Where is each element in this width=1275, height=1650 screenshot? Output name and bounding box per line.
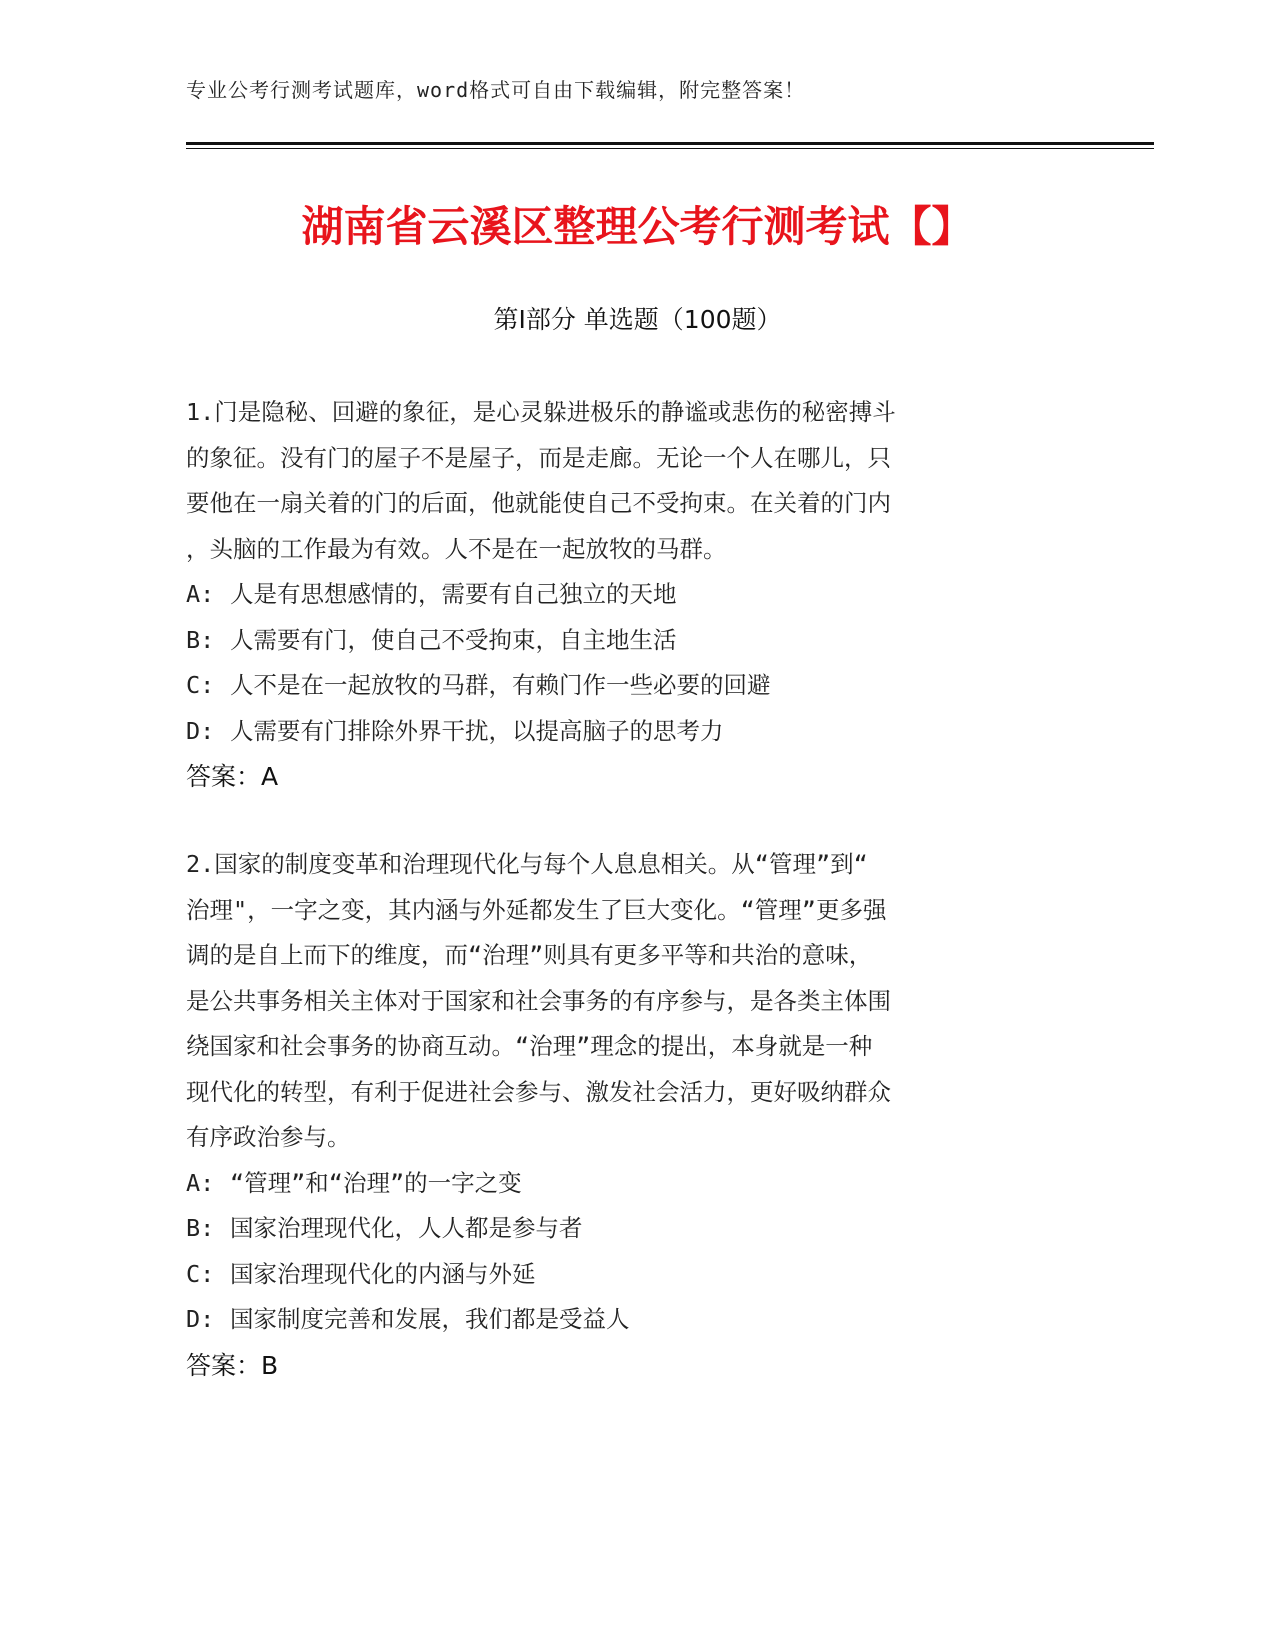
option-letter: C:	[186, 671, 215, 699]
option-letter: D:	[186, 716, 215, 745]
answer-line: 答案：A	[186, 762, 279, 791]
stem-line: 现代化的转型，有利于促进社会参与、激发社会活力，更好吸纳群众	[186, 1077, 891, 1106]
option-letter: B:	[186, 1214, 215, 1242]
question-stem	[186, 390, 1066, 572]
stem-line: 调的是自上而下的维度，而“治理”则具有更多平等和共治的意味，	[186, 941, 873, 969]
option-text: “管理”和“治理”的一字之变	[230, 1168, 522, 1197]
option-d	[186, 1297, 1066, 1343]
option-b	[186, 618, 1066, 664]
section-title: 第Ⅰ部分 单选题（100题）	[493, 305, 782, 334]
page-header-note: 专业公考行测考试题库，word格式可自由下载编辑，附完整答案！	[186, 78, 806, 102]
option-text: 人需要有门排除外界干扰，以提高脑子的思考力	[230, 716, 724, 745]
stem-line: 治理"，一字之变，其内涵与外延都发生了巨大变化。“管理”更多强	[186, 895, 887, 924]
option-letter: D:	[186, 1305, 215, 1333]
option-text: 国家制度完善和发展，我们都是受益人	[230, 1305, 630, 1333]
option-b	[186, 1206, 1066, 1252]
option-letter: B:	[186, 625, 215, 654]
stem-line: 是公共事务相关主体对于国家和社会事务的有序参与，是各类主体围	[186, 986, 891, 1015]
stem-line: 1.门是隐秘、回避的象征，是心灵躲进极乐的静谧或悲伤的秘密搏斗	[186, 398, 896, 426]
option-text: 人需要有门，使自己不受拘束，自主地生活	[230, 625, 677, 654]
question-2	[186, 842, 1066, 1388]
option-text: 国家治理现代化，人人都是参与者	[230, 1214, 583, 1242]
document-title: 湖南省云溪区整理公考行测考试【】	[301, 202, 974, 251]
stem-line: ，头脑的工作最为有效。人不是在一起放牧的马群。	[186, 534, 727, 563]
option-c	[186, 663, 1066, 709]
option-letter: C:	[186, 1259, 215, 1288]
question-1	[186, 390, 1066, 800]
option-letter: A:	[186, 1168, 215, 1197]
option-a	[186, 572, 1066, 618]
stem-line: 的象征。没有门的屋子不是屋子，而是走廊。无论一个人在哪儿，只	[186, 443, 891, 472]
header-rule-thick	[186, 142, 1154, 145]
option-text: 国家治理现代化的内涵与外延	[230, 1259, 536, 1288]
header-rule-thin	[186, 148, 1154, 149]
option-d	[186, 709, 1066, 755]
stem-line: 有序政治参与。	[186, 1123, 351, 1151]
stem-line: 2.国家的制度变革和治理现代化与每个人息息相关。从“管理”到“	[186, 850, 868, 878]
question-stem	[186, 842, 1066, 1161]
option-text: 人不是在一起放牧的马群，有赖门作一些必要的回避	[230, 671, 771, 699]
stem-line: 要他在一扇关着的门的后面，他就能使自己不受拘束。在关着的门内	[186, 489, 891, 517]
option-text: 人是有思想感情的，需要有自己独立的天地	[230, 580, 677, 608]
stem-line: 绕国家和社会事务的协商互动。“治理”理念的提出，本身就是一种	[186, 1032, 873, 1060]
option-letter: A:	[186, 580, 215, 608]
answer-line: 答案：B	[186, 1350, 279, 1380]
option-a	[186, 1161, 1066, 1207]
option-c	[186, 1252, 1066, 1298]
